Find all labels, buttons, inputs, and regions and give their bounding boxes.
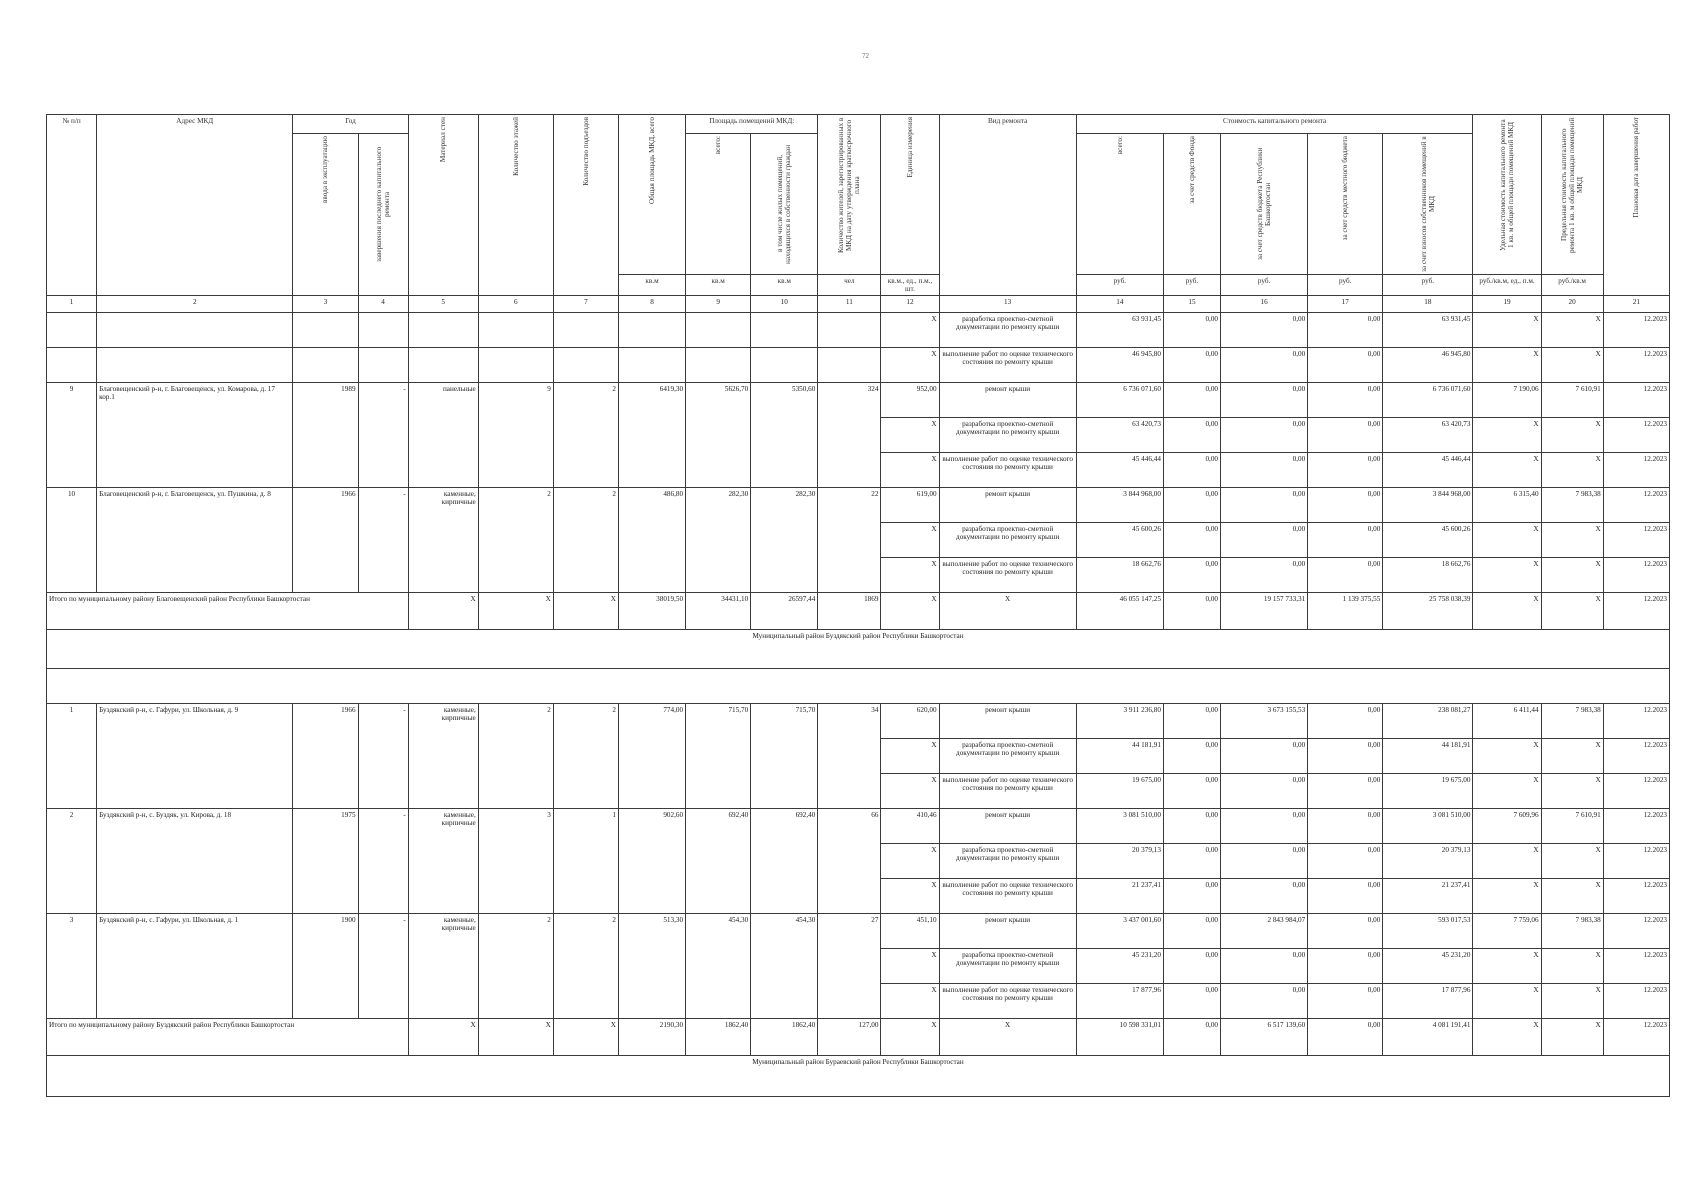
h-num: № п/п — [47, 115, 97, 296]
h-work: Вид ремонта — [939, 115, 1076, 296]
u14: руб. — [1076, 275, 1163, 296]
h-people: Количество жителей, зарегистрированных в МКД на дату утверждения краткосрочного плана — [818, 115, 881, 275]
table-row: X выполнение работ по оценке технического состояния по ремонту крыши 21 237,41 0,00 0,00 0,00 21 237,41 X X 12.2023 — [47, 879, 1670, 914]
h-year-repair: завершения последнего капитального ремонта — [358, 134, 408, 296]
u18: руб. — [1383, 275, 1473, 296]
table-row: X разработка проектно-сметной документации по ремонту крыши 63 420,73 0,00 0,00 0,00 63 420,73 X X 12.2023 — [47, 418, 1670, 453]
section-header: Муниципальный район Буздякский район Республики Башкортостан — [47, 630, 1670, 669]
u17: руб. — [1308, 275, 1383, 296]
h-entrances: Количество подъездов — [553, 115, 618, 296]
column-number-row: 1 2 3 4 5 6 7 8 9 10 11 12 13 14 15 16 17 18 19 20 21 — [47, 296, 1670, 313]
u19: руб./кв.м, ед., п.м. — [1473, 275, 1541, 296]
table-row: 9 Благовещенский р-н, г. Благовещенск, ул. Комарова, д. 17 кор.1 1989 - панельные 9 2 6419,30 5626,70 5350,60 324 952,00 ремонт крыши 6 736 071,60 0,00 0,00 0,00 6 736 071,60 7 190,06 7 610,91 12.2023 — [47, 383, 1670, 418]
blank-row — [47, 669, 1670, 704]
table-row: X выполнение работ по оценке технического состояния по ремонту крыши 17 877,96 0,00 0,00 0,00 17 877,96 X X 12.2023 — [47, 984, 1670, 1019]
table-row: X выполнение работ по оценке технического состояния по ремонту крыши 19 675,00 0,00 0,00 0,00 19 675,00 X X 12.2023 — [47, 774, 1670, 809]
h-fund: за счет средств Фонда — [1163, 134, 1220, 275]
h-cost-group: Стоимость капитального ремонта — [1076, 115, 1473, 134]
h-owners: за счет взносов собственников помещений в МКД — [1383, 134, 1473, 275]
h-area-res: в том числе жилых помещений, находящихся в собственности граждан — [751, 134, 818, 275]
capital-repair-table — [46, 114, 1670, 1097]
table-row: X выполнение работ по оценке технического состояния по ремонту крыши 45 446,44 0,00 0,00 0,00 45 446,44 X X 12.2023 — [47, 453, 1670, 488]
h-wall: Материал стен — [408, 115, 478, 296]
u15: руб. — [1163, 275, 1220, 296]
total-row: Итого по муниципальному району Буздякский район Республики Башкортостан X X X 2190,30 1862,40 1862,40 127,00 X X 10 598 331,01 0,00 6 517 139,60 0,00 4 081 191,41 X X 12.2023 — [47, 1019, 1670, 1056]
u8: кв.м — [618, 275, 685, 296]
u20: руб./кв.м — [1541, 275, 1603, 296]
h-unit: Единица измерения — [881, 115, 939, 275]
table-row: 3 Буздякский р-н, с. Гафури, ул. Школьная, д. 1 1900 - каменные, кирпичные 2 2 513,30 454,30 454,30 27 451,10 ремонт крыши 3 437 001,60 0,00 2 843 984,07 0,00 593 017,53 7 759,06 7 983,38 12.2023 — [47, 914, 1670, 949]
u16: руб. — [1221, 275, 1308, 296]
table-row: 10 Благовещенский р-н, г. Благовещенск, ул. Пушкина, д. 8 1966 - каменные, кирпичные 2 2 486,80 282,30 282,30 22 619,00 ремонт крыши 3 844 968,00 0,00 0,00 0,00 3 844 968,00 6 315,40 7 983,38 12.2023 — [47, 488, 1670, 523]
h-total-area: Общая площадь МКД, всего — [618, 115, 685, 275]
table-row: X выполнение работ по оценке технического состояния по ремонту крыши 46 945,80 0,00 0,00 0,00 46 945,80 X X 12.2023 — [47, 348, 1670, 383]
u12: кв.м., ед., п.м., шт. — [881, 275, 939, 296]
h-floors: Количество этажей — [478, 115, 553, 296]
h-rb: за счет средств бюджета Республики Башкортостан — [1221, 134, 1308, 275]
h-year-group: Год — [293, 115, 408, 134]
table-row: X разработка проектно-сметной документации по ремонту крыши 45 231,20 0,00 0,00 0,00 45 231,20 X X 12.2023 — [47, 949, 1670, 984]
table-row: 1 Буздякский р-н, с. Гафури, ул. Школьная, д. 9 1966 - каменные, кирпичные 2 2 774,00 715,70 715,70 34 620,00 ремонт крыши 3 911 236,80 0,00 3 673 155,53 0,00 238 081,27 6 411,44 7 983,38 12.2023 — [47, 704, 1670, 739]
h-area-group: Площадь помещений МКД: — [686, 115, 818, 134]
u10: кв.м — [751, 275, 818, 296]
page-number: 72 — [862, 52, 869, 60]
u11: чел — [818, 275, 881, 296]
table-row: X разработка проектно-сметной документации по ремонту крыши 45 600,26 0,00 0,00 0,00 45 600,26 X X 12.2023 — [47, 523, 1670, 558]
h-cost-total: всего: — [1076, 134, 1163, 275]
h-year-built: ввода в эксплуатацию — [293, 134, 358, 296]
header-row-1 — [47, 115, 1670, 134]
h-specific: Удельная стоимость капитального ремонта 1 кв. м общей площади помещений МКД — [1473, 115, 1541, 275]
section-header: Муниципальный район Бураевский район Республики Башкортостан — [47, 1056, 1670, 1097]
h-limit: Предельная стоимость капитального ремонта 1 кв. м общей площади помещений МКД — [1541, 115, 1603, 275]
table-row: X разработка проектно-сметной документации по ремонту крыши 20 379,13 0,00 0,00 0,00 20 379,13 X X 12.2023 — [47, 844, 1670, 879]
table-row: X разработка проектно-сметной документации по ремонту крыши 44 181,91 0,00 0,00 0,00 44 181,91 X X 12.2023 — [47, 739, 1670, 774]
total-row: Итого по муниципальному району Благовещенский район Республики Башкортостан X X X 38019,50 34431,10 26597,44 1869 X X 46 055 147,25 0,00 19 157 733,31 1 139 375,55 25 758 038,39 X X 12.2023 — [47, 593, 1670, 630]
table-row: X разработка проектно-сметной документации по ремонту крыши 63 931,45 0,00 0,00 0,00 63 931,45 X X 12.2023 — [47, 313, 1670, 348]
table-row: X выполнение работ по оценке технического состояния по ремонту крыши 18 662,76 0,00 0,00 0,00 18 662,76 X X 12.2023 — [47, 558, 1670, 593]
h-date: Плановая дата завершения работ — [1603, 115, 1669, 296]
h-area-all: всего: — [686, 134, 751, 275]
h-address: Адрес МКД — [97, 115, 293, 296]
u9: кв.м — [686, 275, 751, 296]
table-row: 2 Буздякский р-н, с. Буздяк, ул. Кирова, д. 18 1975 - каменные, кирпичные 3 1 902,60 692,40 692,40 66 410,46 ремонт крыши 3 081 510,00 0,00 0,00 0,00 3 081 510,00 7 609,96 7 610,91 12.2023 — [47, 809, 1670, 844]
h-local: за счет средств местного бюджета — [1308, 134, 1383, 275]
